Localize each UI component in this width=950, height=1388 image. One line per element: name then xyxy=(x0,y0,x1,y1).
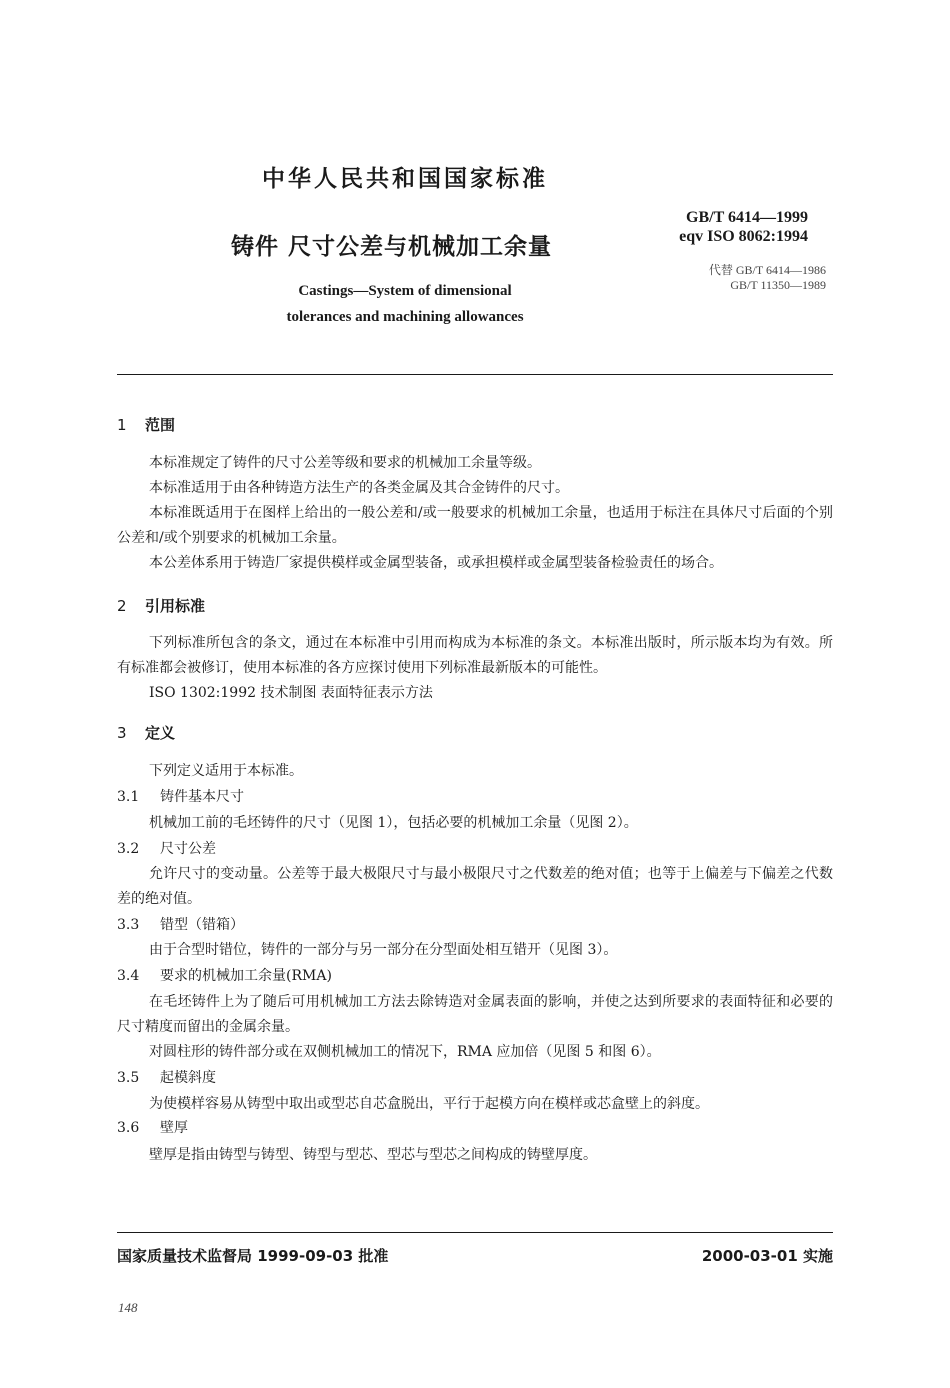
footer-divider xyxy=(117,1232,833,1233)
clause-number: 3.5 xyxy=(117,1070,140,1086)
definition-text: 为使模样容易从铸型中取出或型芯自芯盒脱出，平行于起模方向在模样或芯盒壁上的斜度。 xyxy=(149,1096,709,1112)
section-number: 1 xyxy=(117,416,127,434)
definition-3-6-heading xyxy=(117,1117,188,1137)
section-title: 引用标准 xyxy=(145,597,206,615)
definition-text: 由于合型时错位，铸件的一部分与另一部分在分型面处相互错开（见图 3）。 xyxy=(149,942,618,958)
paragraph: 本标准适用于由各种铸造方法生产的各类金属及其合金铸件的尺寸。 xyxy=(149,480,569,496)
section-number: 3 xyxy=(117,724,127,742)
paragraph: 本标准既适用于在图样上给出的一般公差和/或一般要求的机械加工余量，也适用于标注在具体尺寸后面的个别公差和/或个别要求的机械加工余量。 xyxy=(117,505,833,546)
definition-3-1-heading xyxy=(117,786,244,806)
definition-3-3-heading xyxy=(117,914,244,934)
implementation-date: 2000-03-01 实施 xyxy=(701,1247,833,1265)
header-divider xyxy=(117,374,833,375)
clause-title: 壁厚 xyxy=(160,1120,188,1136)
clause-title: 铸件基本尺寸 xyxy=(160,789,244,805)
clause-number: 3.1 xyxy=(117,789,140,805)
definition-3-2-heading xyxy=(117,838,216,858)
replaces-line-1: 代替 GB/T 6414—1986 xyxy=(708,263,826,277)
definition-text: 在毛坯铸件上为了随后可用机械加工方法去除铸造对金属表面的影响，并使之达到所要求的表面特征和必要的尺寸精度而留出的金属余量。 xyxy=(117,994,833,1035)
section-1-heading xyxy=(117,414,175,435)
clause-title: 要求的机械加工余量(RMA) xyxy=(160,968,332,984)
definition-3-4-heading xyxy=(117,965,332,985)
definition-text: 对圆柱形的铸件部分或在双侧机械加工的情况下，RMA 应加倍（见图 5 和图 6）。 xyxy=(149,1044,661,1060)
replaces-block xyxy=(709,263,826,293)
section-title: 定义 xyxy=(145,724,176,742)
definition-text: 机械加工前的毛坯铸件的尺寸（见图 1），包括必要的机械加工余量（见图 2）。 xyxy=(149,815,638,831)
clause-title: 错型（错箱） xyxy=(160,917,244,933)
clause-number: 3.3 xyxy=(117,917,140,933)
standard-number: GB/T 6414—1999 xyxy=(686,209,808,226)
paragraph: 下列定义适用于本标准。 xyxy=(149,763,303,779)
section-3-heading xyxy=(117,722,175,743)
clause-title: 起模斜度 xyxy=(160,1070,216,1086)
section-number: 2 xyxy=(117,597,127,615)
section-title: 范围 xyxy=(145,416,176,434)
clause-title: 尺寸公差 xyxy=(160,841,216,857)
definition-3-5-heading xyxy=(117,1067,216,1087)
paragraph: 下列标准所包含的条文，通过在本标准中引用而构成为本标准的条文。本标准出版时，所示版本均为有效。所有标准都会被修订，使用本标准的各方应探讨使用下列标准最新版本的可能性。 xyxy=(117,635,833,676)
clause-number: 3.6 xyxy=(117,1120,140,1136)
section-2-heading xyxy=(117,595,205,616)
standard-code-block xyxy=(679,208,808,246)
equivalent-standard: eqv ISO 8062:1994 xyxy=(679,228,808,245)
page-number: 148 xyxy=(118,1300,138,1315)
document-title-en-line1: Castings—System of dimensional xyxy=(298,283,512,299)
approval-date: 国家质量技术监督局 1999-09-03 批准 xyxy=(117,1247,389,1265)
document-title-en-line2: tolerances and machining allowances xyxy=(286,309,524,325)
clause-number: 3.4 xyxy=(117,968,140,984)
paragraph: 本标准规定了铸件的尺寸公差等级和要求的机械加工余量等级。 xyxy=(149,455,541,471)
paragraph: 本公差体系用于铸造厂家提供模样或金属型装备，或承担模样或金属型装备检验责任的场合。 xyxy=(149,555,723,571)
document-title-cn: 铸件 尺寸公差与机械加工余量 xyxy=(231,234,553,260)
referenced-standard: ISO 1302:1992 技术制图 表面特征表示方法 xyxy=(149,685,433,701)
clause-number: 3.2 xyxy=(117,841,140,857)
definition-text: 允许尺寸的变动量。公差等于最大极限尺寸与最小极限尺寸之代数差的绝对值；也等于上偏差与下偏差之代数差的绝对值。 xyxy=(117,866,833,907)
definition-text: 壁厚是指由铸型与铸型、铸型与型芯、型芯与型芯之间构成的铸壁厚度。 xyxy=(149,1147,597,1163)
national-standard-heading: 中华人民共和国国家标准 xyxy=(262,166,548,192)
replaces-line-2: GB/T 11350—1989 xyxy=(730,278,826,292)
